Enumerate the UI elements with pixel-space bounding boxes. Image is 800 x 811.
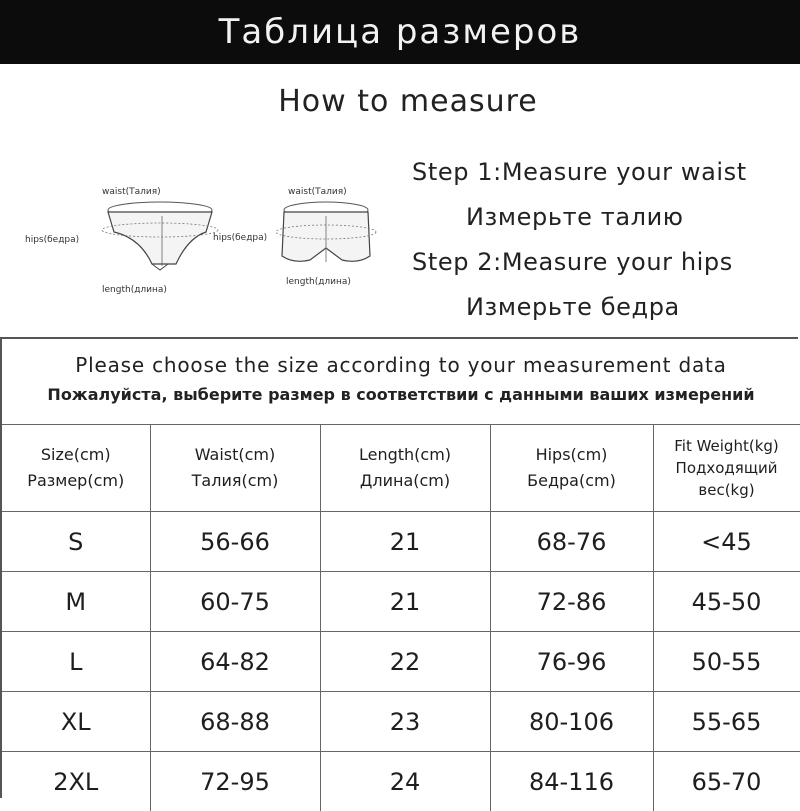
size-cell: M	[2, 572, 150, 632]
length-cell: 24	[320, 752, 490, 811]
table-row	[2, 692, 800, 752]
length-cell: 21	[320, 572, 490, 632]
waist-label: waist(Талия)	[288, 187, 347, 197]
hips-cell: 68-76	[490, 512, 653, 572]
waist-cell: 60-75	[150, 572, 320, 632]
step1-ru-text: Измерьте талию	[412, 195, 792, 240]
hips-cell: 72-86	[490, 572, 653, 632]
hips-cell: 84-116	[490, 752, 653, 811]
boxer-illustration	[210, 180, 410, 300]
step2-ru-text: Измерьте бедра	[412, 285, 792, 330]
page-title-bar	[0, 0, 800, 64]
size-cell: L	[2, 632, 150, 692]
waist-cell: 64-82	[150, 632, 320, 692]
size-table	[2, 424, 800, 811]
boxer-measure-diagram	[210, 180, 410, 300]
page-title: Таблица размеров	[219, 12, 582, 52]
size-chart	[0, 337, 798, 798]
length-cell: 22	[320, 632, 490, 692]
waist-cell: 56-66	[150, 512, 320, 572]
table-row	[2, 512, 800, 572]
measure-steps	[412, 150, 792, 330]
waist-label: waist(Талия)	[102, 187, 161, 197]
hips-cell: 80-106	[490, 692, 653, 752]
waist-cell: 68-88	[150, 692, 320, 752]
table-header-row	[2, 425, 800, 512]
briefs-outline	[108, 212, 212, 264]
size-cell: XL	[2, 692, 150, 752]
header-size: Size(cm) Размер(cm)	[2, 425, 150, 512]
hips-cell: 76-96	[490, 632, 653, 692]
length-label: length(длина)	[102, 285, 167, 295]
weight-cell: <45	[653, 512, 800, 572]
size-cell: 2XL	[2, 752, 150, 811]
length-label: length(длина)	[286, 277, 351, 287]
header-waist: Waist(cm) Талия(cm)	[150, 425, 320, 512]
header-hips: Hips(cm) Бедра(cm)	[490, 425, 653, 512]
briefs-illustration	[20, 180, 220, 300]
weight-cell: 45-50	[653, 572, 800, 632]
step1-text: Step 1:Measure your waist	[412, 150, 792, 195]
waist-cell: 72-95	[150, 752, 320, 811]
hips-label: hips(бедра)	[25, 235, 79, 245]
briefs-measure-diagram	[20, 180, 220, 300]
table-row	[2, 632, 800, 692]
table-row	[2, 572, 800, 632]
size-cell: S	[2, 512, 150, 572]
how-to-measure-heading: How to measure	[0, 84, 800, 119]
weight-cell: 50-55	[653, 632, 800, 692]
notice-ru: Пожалуйста, выберите размер в соответствии с данными ваших измерений	[2, 385, 800, 404]
header-length: Length(cm) Длина(cm)	[320, 425, 490, 512]
header-fit-weight: Fit Weight(kg) Подходящий вес(kg)	[653, 425, 800, 512]
size-notice	[2, 339, 800, 425]
length-cell: 21	[320, 512, 490, 572]
step2-text: Step 2:Measure your hips	[412, 240, 792, 285]
weight-cell: 65-70	[653, 752, 800, 811]
weight-cell: 55-65	[653, 692, 800, 752]
table-row	[2, 752, 800, 811]
hips-label: hips(бедра)	[213, 233, 267, 243]
notice-en: Please choose the size according to your measurement data	[2, 353, 800, 377]
length-cell: 23	[320, 692, 490, 752]
